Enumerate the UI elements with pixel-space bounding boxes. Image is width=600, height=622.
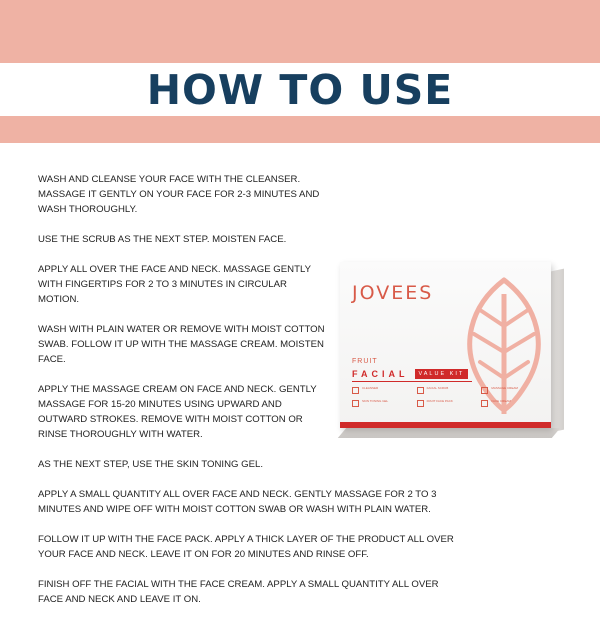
kit-item: SKIN TONING GEL (352, 399, 413, 407)
kit-item: CLEANSER (352, 386, 413, 394)
instruction-step-9: FINISH OFF THE FACIAL WITH THE FACE CREAM. APPLY A SMALL QUANTITY ALL OVER FACE AND NECK AND LEAVE IT ON. (38, 579, 439, 605)
instruction-step-2: USE THE SCRUB AS THE NEXT STEP. MOISTEN FACE. (38, 234, 287, 245)
kit-item: FRUIT FACE PACK (417, 399, 478, 407)
kit-item: FACE CREAM (481, 399, 542, 407)
kit-contents (352, 386, 542, 407)
product-name: FACIAL (352, 369, 409, 379)
instruction-step-3: APPLY ALL OVER THE FACE AND NECK. MASSAGE GENTLY WITH FINGERTIPS FOR 2 TO 3 MINUTES IN CIRCULAR MOTION. (38, 264, 311, 305)
product-line: FRUIT (352, 358, 378, 365)
bottom-band (0, 116, 600, 143)
brand-logo: JOVEES (352, 282, 434, 304)
instruction-step-1: WASH AND CLEANSE YOUR FACE WITH THE CLEANSER. MASSAGE IT GENTLY ON YOUR FACE FOR 2-3 MINUTES AND WASH THOROUGHLY. (38, 174, 320, 215)
instruction-step-4: WASH WITH PLAIN WATER OR REMOVE WITH MOIST COTTON SWAB. FOLLOW IT UP WITH THE MASSAGE CREAM. MOISTEN FACE. (38, 324, 325, 365)
top-band (0, 0, 600, 63)
box-red-stripe (340, 422, 551, 428)
page-title: HOW TO USE (146, 66, 454, 114)
kit-item: MASSAGE CREAM (481, 386, 542, 394)
box-front-face (340, 262, 551, 428)
value-kit-badge: VALUE KIT (415, 369, 469, 379)
instruction-step-7: APPLY A SMALL QUANTITY ALL OVER FACE AND NECK. GENTLY MASSAGE FOR 2 TO 3 MINUTES AND WIPE OFF WITH MOIST COTTON SWAB OR WASH WITH PLAIN WATER. (38, 489, 437, 515)
kit-divider (352, 381, 472, 382)
product-box-image (340, 262, 572, 452)
box-bottom-panel (338, 428, 560, 438)
product-name-row (352, 369, 468, 379)
instruction-step-8: FOLLOW IT UP WITH THE FACE PACK. APPLY A THICK LAYER OF THE PRODUCT ALL OVER YOUR FACE AND NECK. LEAVE IT ON FOR 20 MINUTES AND RINSE OFF. (38, 534, 454, 560)
instruction-step-5: APPLY THE MASSAGE CREAM ON FACE AND NECK. GENTLY MASSAGE FOR 15-20 MINUTES USING UPWARD AND OUTWARD STROKES. REMOVE WITH MOIST COTTON OR RINSE THOROUGHLY WITH WATER. (38, 384, 317, 440)
box-side-panel (551, 269, 564, 433)
instruction-step-6: AS THE NEXT STEP, USE THE SKIN TONING GEL. (38, 459, 263, 470)
kit-item: FACIAL SCRUB (417, 386, 478, 394)
